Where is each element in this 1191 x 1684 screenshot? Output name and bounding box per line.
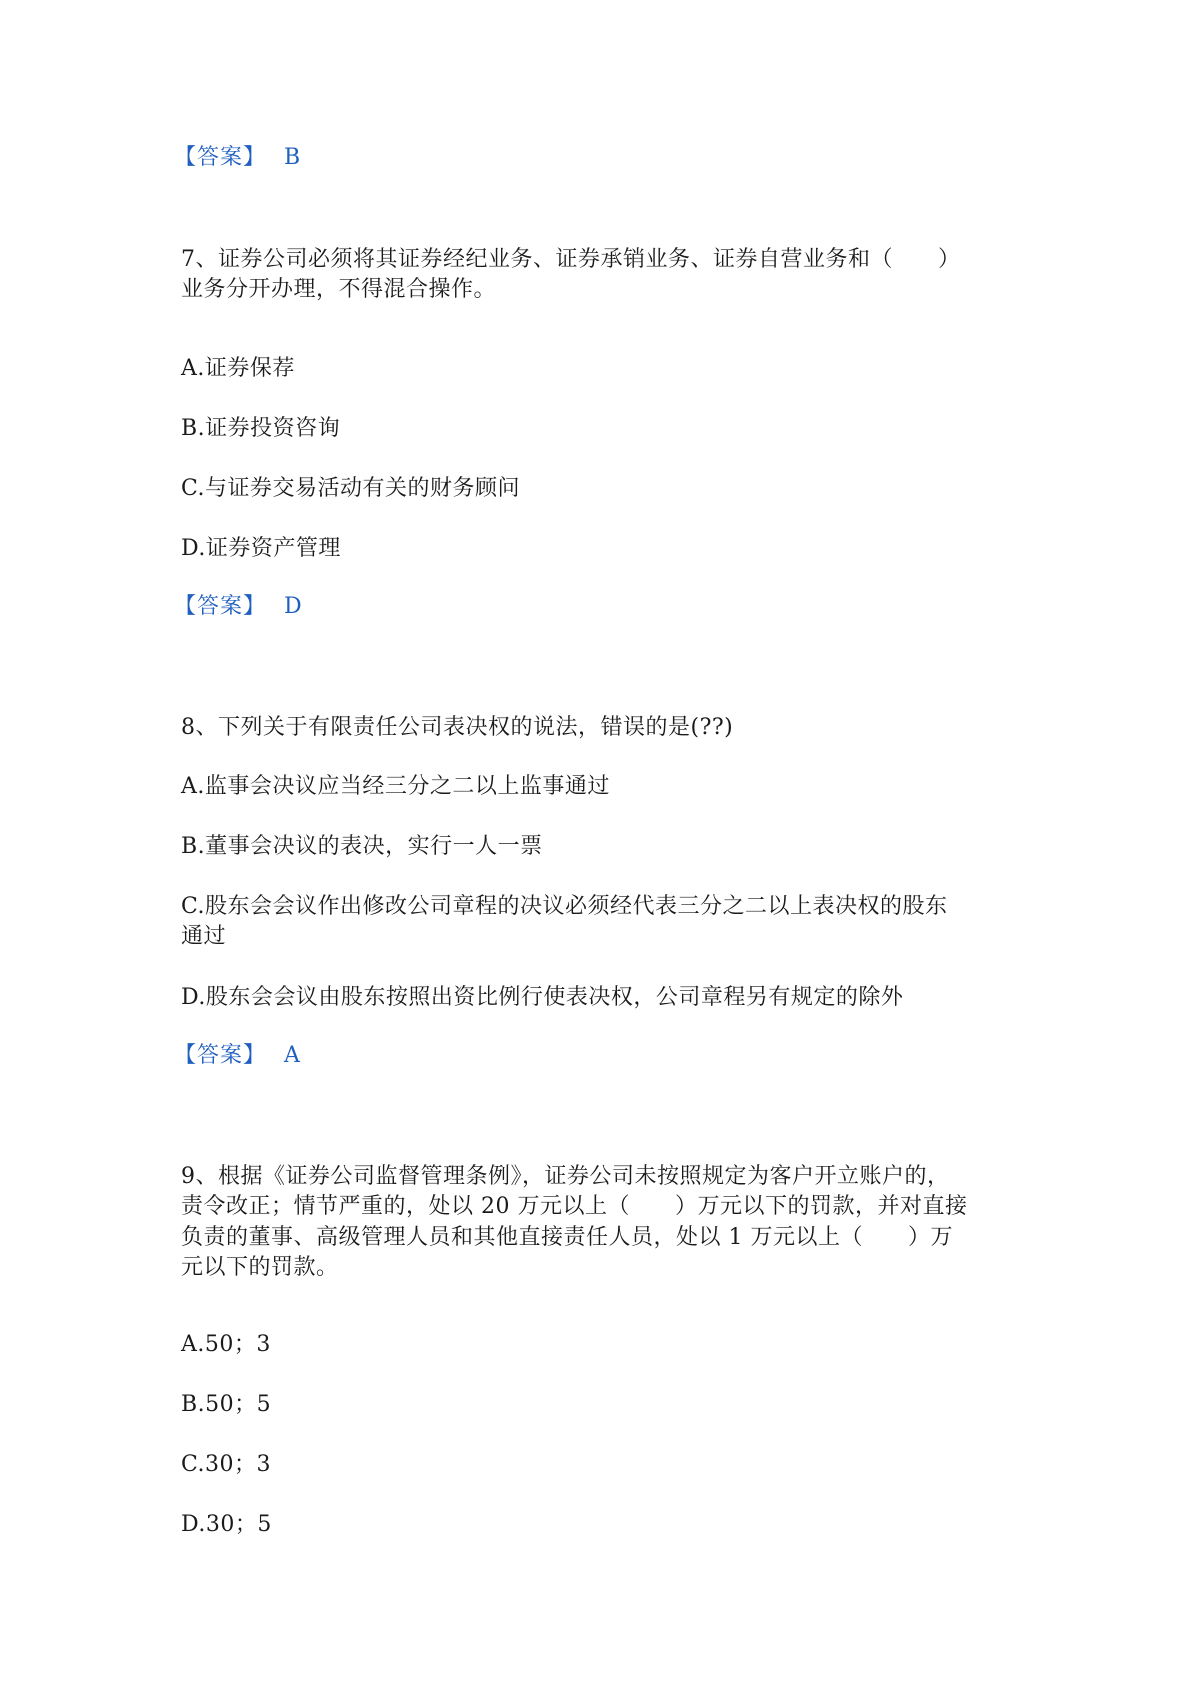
question-8-option-a: A.监事会决议应当经三分之二以上监事通过 [181,774,610,799]
question-8-option-b: B.董事会决议的表决，实行一人一票 [181,834,543,859]
answer-label: 【答案】 [174,145,267,170]
question-8-option-d: D.股东会会议由股东按照出资比例行使表决权，公司章程另有规定的除外 [181,985,904,1010]
question-7-option-b: B.证券投资咨询 [181,416,341,441]
answer-label: 【答案】 [174,1043,267,1068]
question-9-stem-line-3: 负责的董事、高级管理人员和其他直接责任人员，处以 1 万元以上（ ）万 [181,1225,953,1250]
question-9-stem-line-1: 9、根据《证券公司监督管理条例》，证券公司未按照规定为客户开立账户的， [181,1164,950,1189]
question-8-option-c: C.股东会会议作出修改公司章程的决议必须经代表三分之二以上表决权的股东 [181,894,948,919]
answer-value: B [284,145,301,170]
question-7-option-c: C.与证券交易活动有关的财务顾问 [181,476,521,501]
question-9-option-a: A.50；3 [181,1332,271,1357]
question-7-option-a: A.证券保荐 [181,356,295,381]
question-9-option-c: C.30；3 [181,1452,272,1477]
question-8-stem-line-1: 8、下列关于有限责任公司表决权的说法，错误的是(??) [181,715,734,740]
question-7-stem-line-2: 业务分开办理，不得混合操作。 [181,277,497,302]
answer-value: D [284,594,302,619]
question-9-stem-line-4: 元以下的罚款。 [181,1255,339,1280]
question-9-option-d: D.30；5 [181,1512,272,1537]
answer-value: A [284,1043,300,1068]
question-8-answer-row [174,1040,300,1072]
question-8-option-c-cont: 通过 [181,924,227,949]
question-9-option-b: B.50；5 [181,1392,272,1417]
question-7-option-d: D.证券资产管理 [181,536,341,561]
question-9-stem-line-2: 责令改正；情节严重的，处以 20 万元以上（ ）万元以下的罚款，并对直接 [181,1194,968,1219]
answer-label: 【答案】 [174,594,267,619]
question-7-stem-line-1: 7、证券公司必须将其证券经纪业务、证券承销业务、证券自营业务和（ ） [181,247,961,272]
answer-row-prev [174,142,300,174]
question-7-answer-row [174,591,302,623]
